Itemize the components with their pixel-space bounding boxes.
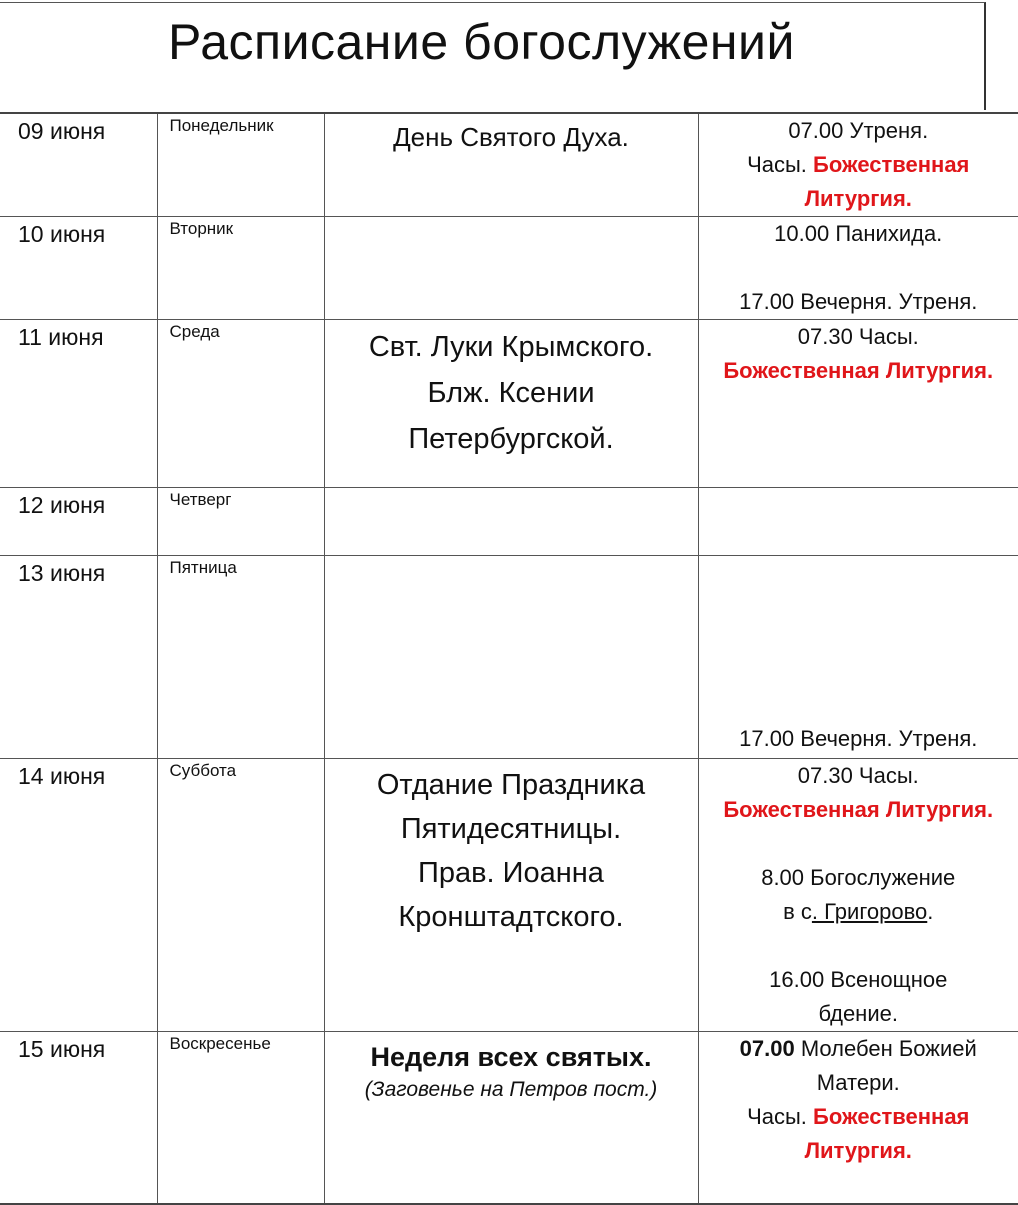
service-text: Молебен Божией (795, 1036, 977, 1061)
service-line (703, 1100, 1015, 1134)
service-line: 07.00 Утреня. (703, 114, 1015, 148)
day-cell (157, 113, 324, 217)
date-cell (0, 1032, 157, 1204)
day-cell (157, 1032, 324, 1204)
day-text: Вторник (158, 217, 324, 239)
service-line: 07.30 Часы. (703, 759, 1015, 793)
feast-cell (324, 320, 698, 488)
service-line: 07.30 Часы. (703, 320, 1015, 354)
service-line (703, 1032, 1015, 1066)
services (699, 320, 1018, 388)
feast-line: Кронштадтского. (325, 895, 698, 939)
day-cell (157, 217, 324, 320)
date-text: 15 июня (0, 1032, 157, 1063)
table-row (0, 320, 1018, 488)
date-text: 11 июня (0, 320, 157, 351)
liturgy-text: Божественная (813, 1104, 969, 1129)
service-text: Часы. (747, 1104, 807, 1129)
feast-note: (Заговенье на Петров пост.) (325, 1076, 698, 1104)
date-text: 09 июня (0, 114, 157, 145)
services-cell (698, 1032, 1018, 1204)
service-line (703, 895, 1015, 929)
table-row (0, 488, 1018, 556)
feast-line: Петербургской. (325, 416, 698, 462)
services (699, 1032, 1018, 1168)
liturgy-text: Божественная (813, 152, 969, 177)
day-cell (157, 556, 324, 759)
table-row (0, 113, 1018, 217)
day-text: Пятница (158, 556, 324, 578)
feast-text (325, 759, 698, 939)
feast-cell (324, 759, 698, 1032)
services-cell (698, 488, 1018, 556)
date-cell (0, 320, 157, 488)
feast-line: Отдание Праздника (325, 763, 698, 807)
services (699, 114, 1018, 216)
services-cell (698, 556, 1018, 759)
feast-line: Прав. Иоанна (325, 851, 698, 895)
services (699, 217, 1018, 319)
services-cell (698, 217, 1018, 320)
service-line: бдение. (703, 997, 1015, 1031)
day-text: Среда (158, 320, 324, 342)
day-text: Воскресенье (158, 1032, 324, 1054)
services (699, 759, 1018, 1031)
table-row (0, 1032, 1018, 1204)
feast-line: Пятидесятницы. (325, 807, 698, 851)
feast-text: День Святого Духа. (325, 114, 698, 158)
service-text: Часы. (747, 152, 807, 177)
day-text: Понедельник (158, 114, 324, 136)
liturgy-text: Божественная Литургия. (703, 793, 1015, 827)
feast-cell (324, 488, 698, 556)
day-text: Четверг (158, 488, 324, 510)
date-cell (0, 113, 157, 217)
table-row (0, 556, 1018, 759)
services-cell (698, 113, 1018, 217)
table-row (0, 217, 1018, 320)
day-cell (157, 320, 324, 488)
service-text: . (927, 899, 933, 924)
liturgy-text: Литургия. (703, 182, 1015, 216)
place-link: . Григорово (812, 899, 927, 924)
feast-cell (324, 556, 698, 759)
date-cell (0, 217, 157, 320)
schedule-table (0, 112, 1018, 1205)
service-line: 17.00 Вечерня. Утреня. (699, 722, 1018, 756)
date-text: 10 июня (0, 217, 157, 248)
service-line (703, 148, 1015, 182)
date-text: 12 июня (0, 488, 157, 519)
page-title: Расписание богослужений (168, 13, 795, 71)
feast-cell (324, 1032, 698, 1204)
date-cell (0, 556, 157, 759)
date-text: 13 июня (0, 556, 157, 587)
feast-text (325, 320, 698, 462)
date-cell (0, 759, 157, 1032)
feast-line: Свт. Луки Крымского. (325, 324, 698, 370)
service-time: 07.00 (740, 1036, 795, 1061)
service-line: 17.00 Вечерня. Утреня. (703, 285, 1015, 319)
service-line: 10.00 Панихида. (703, 217, 1015, 251)
services-cell (698, 320, 1018, 488)
day-cell (157, 488, 324, 556)
service-text: в с (783, 899, 812, 924)
date-cell (0, 488, 157, 556)
service-line: 16.00 Всенощное (703, 963, 1015, 997)
liturgy-text: Божественная Литургия. (703, 354, 1015, 388)
day-text: Суббота (158, 759, 324, 781)
title-box (0, 2, 986, 110)
service-line: 8.00 Богослужение (703, 861, 1015, 895)
feast-cell (324, 113, 698, 217)
feast-line: Неделя всех святых. (325, 1032, 698, 1076)
service-line: Матери. (703, 1066, 1015, 1100)
liturgy-text: Литургия. (703, 1134, 1015, 1168)
date-text: 14 июня (0, 759, 157, 790)
services-cell (698, 759, 1018, 1032)
table-row (0, 759, 1018, 1032)
feast-line: Блж. Ксении (325, 370, 698, 416)
day-cell (157, 759, 324, 1032)
feast-cell (324, 217, 698, 320)
